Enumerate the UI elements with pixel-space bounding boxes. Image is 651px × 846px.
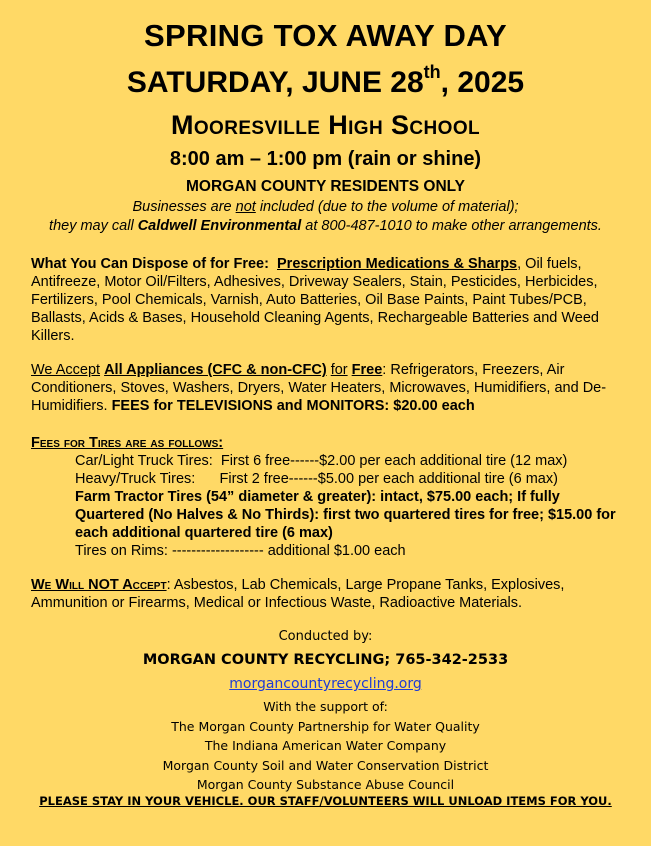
event-title: SPRING TOX AWAY DAY <box>144 18 507 53</box>
business-phone-text: at 800-487-1010 to make other arrangements. <box>301 218 602 234</box>
business-line-2 <box>0 217 651 236</box>
business-text-a: Businesses are <box>132 199 236 215</box>
appliances-items: : Refrigerators, Freezers, Air Conditioners, Stoves, Washers, Dryers, Water Heaters, Microwaves, Humidifiers, and De-Humidifiers. <box>31 362 607 414</box>
website-link <box>0 676 651 692</box>
appliances-section <box>31 361 631 415</box>
event-date <box>0 62 651 100</box>
not-accepted-items: : Asbestos, Lab Chemicals, Large Propane Tanks, Explosives, Ammunition or Firearms, Medical or Infectious Waste, Radioactive Materials. <box>31 577 565 611</box>
residents-notice: MORGAN COUNTY RESIDENTS ONLY <box>185 178 466 195</box>
heavy-tire-fee: Heavy/Truck Tires: First 2 free------$5.00 per each additional tire (6 max) <box>75 471 558 487</box>
appliances-free: Free <box>351 362 383 378</box>
business-text-b: included (due to the volume of material); <box>255 199 519 215</box>
supporter-item: The Indiana American Water Company <box>204 738 447 753</box>
tire-fees-heading: Fees for Tires are as follows: <box>31 435 224 451</box>
farm-tire-fee: Farm Tractor Tires (54” diameter & greater): intact, $75.00 each; If fully Quartered (No Halves & No Thirds): first two quartered tires for free; $15.00 for each additional quartered tire (6 max) <box>75 489 616 541</box>
supporters-list <box>0 697 651 795</box>
business-line-1 <box>0 198 651 217</box>
not-accepted-heading: We Will NOT Accept <box>31 577 167 593</box>
tire-fees-section <box>31 434 631 560</box>
organizer: MORGAN COUNTY RECYCLING; 765-342-2533 <box>142 652 509 668</box>
free-lead: What You Can Dispose of for Free: <box>31 256 269 272</box>
appliances-highlight: All Appliances (CFC & non-CFC) <box>104 362 327 378</box>
website-link-text[interactable]: morgancountyrecycling.org <box>229 676 422 692</box>
supporter-item: The Morgan County Partnership for Water Quality <box>171 718 480 734</box>
business-not: not <box>235 199 256 215</box>
date-suffix: th <box>423 62 441 82</box>
tv-fees: FEES for TELEVISIONS and MONITORS: $20.00 each <box>111 398 475 414</box>
not-accepted-section <box>31 576 631 612</box>
appliances-lead: We Accept <box>31 362 101 378</box>
free-highlight: Prescription Medications & Sharps <box>277 256 518 272</box>
free-items: , Oil fuels, Antifreeze, Motor Oil/Filters, Adhesives, Driveway Sealers, Stain, Pesticides, Herbicides, Fertilizers, Pool Chemicals, Varnish, Auto Batteries, Oil Base Paints, Paint Tubes/PCB, Ballasts, Acids & Bases, Household Cleaning Agents, Rechargeable Batteries and Weed Killers. <box>31 256 599 344</box>
business-call-text: they may call <box>49 218 138 234</box>
rim-tire-fee: Tires on Rims: ------------------- additional $1.00 each <box>75 543 406 559</box>
supporter-item: Morgan County Soil and Water Conservation District <box>162 757 489 773</box>
free-disposal-section <box>31 255 631 345</box>
supporter-item: Morgan County Substance Abuse Council <box>196 777 455 792</box>
event-time: 8:00 am – 1:00 pm (rain or shine) <box>169 148 482 170</box>
car-tire-fee: Car/Light Truck Tires: First 6 free------$2.00 per each additional tire (12 max) <box>75 453 568 469</box>
date-year: , 2025 <box>440 66 525 99</box>
conducted-by: Conducted by: <box>278 629 373 644</box>
business-company: Caldwell Environmental <box>137 218 302 234</box>
date-main: SATURDAY, JUNE 28 <box>126 66 424 99</box>
business-notice <box>0 198 651 236</box>
appliances-for: for <box>330 362 348 378</box>
event-location: Mooresville High School <box>170 110 481 140</box>
vehicle-notice: PLEASE STAY IN YOUR VEHICLE. OUR STAFF/VOLUNTEERS WILL UNLOAD ITEMS FOR YOU. <box>39 794 612 808</box>
support-intro: With the support of: <box>263 699 388 714</box>
